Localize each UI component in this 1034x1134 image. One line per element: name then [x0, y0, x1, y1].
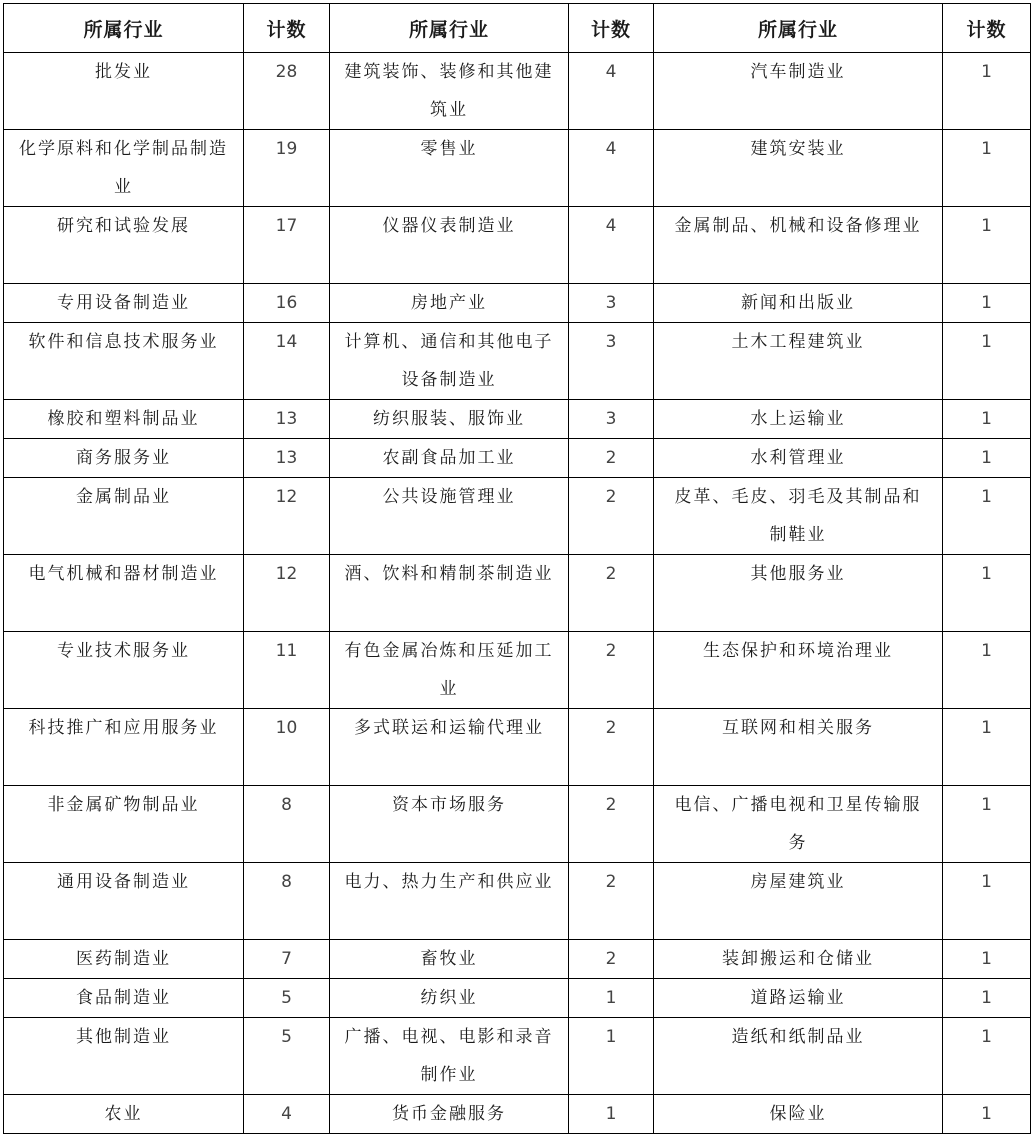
industry-cell: 零售业	[330, 130, 569, 207]
industry-cell: 金属制品、机械和设备修理业	[654, 207, 943, 284]
count-cell: 2	[569, 478, 654, 555]
table-row	[4, 323, 1031, 400]
industry-cell: 房屋建筑业	[654, 863, 943, 940]
table-row	[4, 1018, 1031, 1095]
header-count-2: 计数	[569, 4, 654, 53]
count-cell: 10	[244, 709, 330, 786]
count-cell: 2	[569, 863, 654, 940]
count-cell: 1	[943, 632, 1031, 709]
industry-cell: 纺织服装、服饰业	[330, 400, 569, 439]
count-cell: 11	[244, 632, 330, 709]
table-row	[4, 400, 1031, 439]
count-cell: 3	[569, 323, 654, 400]
industry-cell: 电力、热力生产和供应业	[330, 863, 569, 940]
industry-cell: 电气机械和器材制造业	[4, 555, 244, 632]
count-cell: 1	[943, 863, 1031, 940]
table-row	[4, 863, 1031, 940]
count-cell: 1	[943, 1018, 1031, 1095]
industry-cell: 计算机、通信和其他电子设备制造业	[330, 323, 569, 400]
industry-count-table	[3, 3, 1031, 1134]
count-cell: 8	[244, 786, 330, 863]
count-cell: 13	[244, 400, 330, 439]
table-row	[4, 130, 1031, 207]
industry-cell: 电信、广播电视和卫星传输服务	[654, 786, 943, 863]
table-row	[4, 207, 1031, 284]
industry-cell: 专业技术服务业	[4, 632, 244, 709]
industry-cell: 仪器仪表制造业	[330, 207, 569, 284]
industry-cell: 金属制品业	[4, 478, 244, 555]
industry-cell: 建筑安装业	[654, 130, 943, 207]
industry-cell: 汽车制造业	[654, 53, 943, 130]
header-count-3: 计数	[943, 4, 1031, 53]
industry-cell: 农副食品加工业	[330, 439, 569, 478]
industry-cell: 有色金属冶炼和压延加工业	[330, 632, 569, 709]
industry-cell: 纺织业	[330, 979, 569, 1018]
industry-cell: 软件和信息技术服务业	[4, 323, 244, 400]
industry-cell: 水利管理业	[654, 439, 943, 478]
industry-cell: 食品制造业	[4, 979, 244, 1018]
count-cell: 1	[943, 284, 1031, 323]
industry-cell: 商务服务业	[4, 439, 244, 478]
count-cell: 1	[943, 207, 1031, 284]
table-row	[4, 709, 1031, 786]
count-cell: 1	[943, 709, 1031, 786]
industry-cell: 研究和试验发展	[4, 207, 244, 284]
industry-cell: 畜牧业	[330, 940, 569, 979]
count-cell: 2	[569, 786, 654, 863]
header-industry-1: 所属行业	[4, 4, 244, 53]
count-cell: 3	[569, 284, 654, 323]
count-cell: 1	[569, 1018, 654, 1095]
count-cell: 12	[244, 478, 330, 555]
header-industry-2: 所属行业	[330, 4, 569, 53]
header-row	[4, 4, 1031, 53]
count-cell: 1	[569, 979, 654, 1018]
table-row	[4, 478, 1031, 555]
industry-cell: 新闻和出版业	[654, 284, 943, 323]
table-row	[4, 555, 1031, 632]
industry-cell: 互联网和相关服务	[654, 709, 943, 786]
count-cell: 1	[569, 1095, 654, 1134]
count-cell: 1	[943, 940, 1031, 979]
count-cell: 4	[244, 1095, 330, 1134]
industry-cell: 非金属矿物制品业	[4, 786, 244, 863]
table-row	[4, 979, 1031, 1018]
table-row	[4, 284, 1031, 323]
table-row	[4, 786, 1031, 863]
count-cell: 2	[569, 439, 654, 478]
count-cell: 4	[569, 207, 654, 284]
industry-cell: 多式联运和运输代理业	[330, 709, 569, 786]
count-cell: 5	[244, 979, 330, 1018]
table-row	[4, 1095, 1031, 1134]
count-cell: 2	[569, 709, 654, 786]
count-cell: 7	[244, 940, 330, 979]
count-cell: 17	[244, 207, 330, 284]
count-cell: 2	[569, 940, 654, 979]
count-cell: 2	[569, 555, 654, 632]
industry-cell: 其他服务业	[654, 555, 943, 632]
count-cell: 3	[569, 400, 654, 439]
industry-cell: 酒、饮料和精制茶制造业	[330, 555, 569, 632]
industry-cell: 资本市场服务	[330, 786, 569, 863]
industry-cell: 专用设备制造业	[4, 284, 244, 323]
industry-cell: 建筑装饰、装修和其他建筑业	[330, 53, 569, 130]
count-cell: 13	[244, 439, 330, 478]
count-cell: 4	[569, 53, 654, 130]
count-cell: 12	[244, 555, 330, 632]
industry-cell: 装卸搬运和仓储业	[654, 940, 943, 979]
header-industry-3: 所属行业	[654, 4, 943, 53]
count-cell: 1	[943, 53, 1031, 130]
table-row	[4, 940, 1031, 979]
count-cell: 2	[569, 632, 654, 709]
count-cell: 1	[943, 130, 1031, 207]
industry-cell: 化学原料和化学制品制造业	[4, 130, 244, 207]
count-cell: 1	[943, 786, 1031, 863]
count-cell: 8	[244, 863, 330, 940]
industry-cell: 生态保护和环境治理业	[654, 632, 943, 709]
table-row	[4, 53, 1031, 130]
header-count-1: 计数	[244, 4, 330, 53]
industry-cell: 货币金融服务	[330, 1095, 569, 1134]
industry-cell: 批发业	[4, 53, 244, 130]
industry-cell: 橡胶和塑料制品业	[4, 400, 244, 439]
industry-cell: 造纸和纸制品业	[654, 1018, 943, 1095]
table-row	[4, 632, 1031, 709]
industry-cell: 土木工程建筑业	[654, 323, 943, 400]
table-row	[4, 439, 1031, 478]
industry-cell: 农业	[4, 1095, 244, 1134]
count-cell: 14	[244, 323, 330, 400]
industry-cell: 公共设施管理业	[330, 478, 569, 555]
count-cell: 1	[943, 1095, 1031, 1134]
industry-cell: 道路运输业	[654, 979, 943, 1018]
industry-cell: 通用设备制造业	[4, 863, 244, 940]
count-cell: 1	[943, 439, 1031, 478]
count-cell: 1	[943, 555, 1031, 632]
industry-cell: 其他制造业	[4, 1018, 244, 1095]
count-cell: 1	[943, 979, 1031, 1018]
count-cell: 19	[244, 130, 330, 207]
count-cell: 1	[943, 400, 1031, 439]
industry-cell: 保险业	[654, 1095, 943, 1134]
count-cell: 16	[244, 284, 330, 323]
count-cell: 1	[943, 478, 1031, 555]
industry-cell: 房地产业	[330, 284, 569, 323]
count-cell: 4	[569, 130, 654, 207]
count-cell: 28	[244, 53, 330, 130]
industry-cell: 广播、电视、电影和录音制作业	[330, 1018, 569, 1095]
industry-cell: 医药制造业	[4, 940, 244, 979]
industry-cell: 科技推广和应用服务业	[4, 709, 244, 786]
industry-cell: 水上运输业	[654, 400, 943, 439]
industry-cell: 皮革、毛皮、羽毛及其制品和制鞋业	[654, 478, 943, 555]
count-cell: 1	[943, 323, 1031, 400]
count-cell: 5	[244, 1018, 330, 1095]
